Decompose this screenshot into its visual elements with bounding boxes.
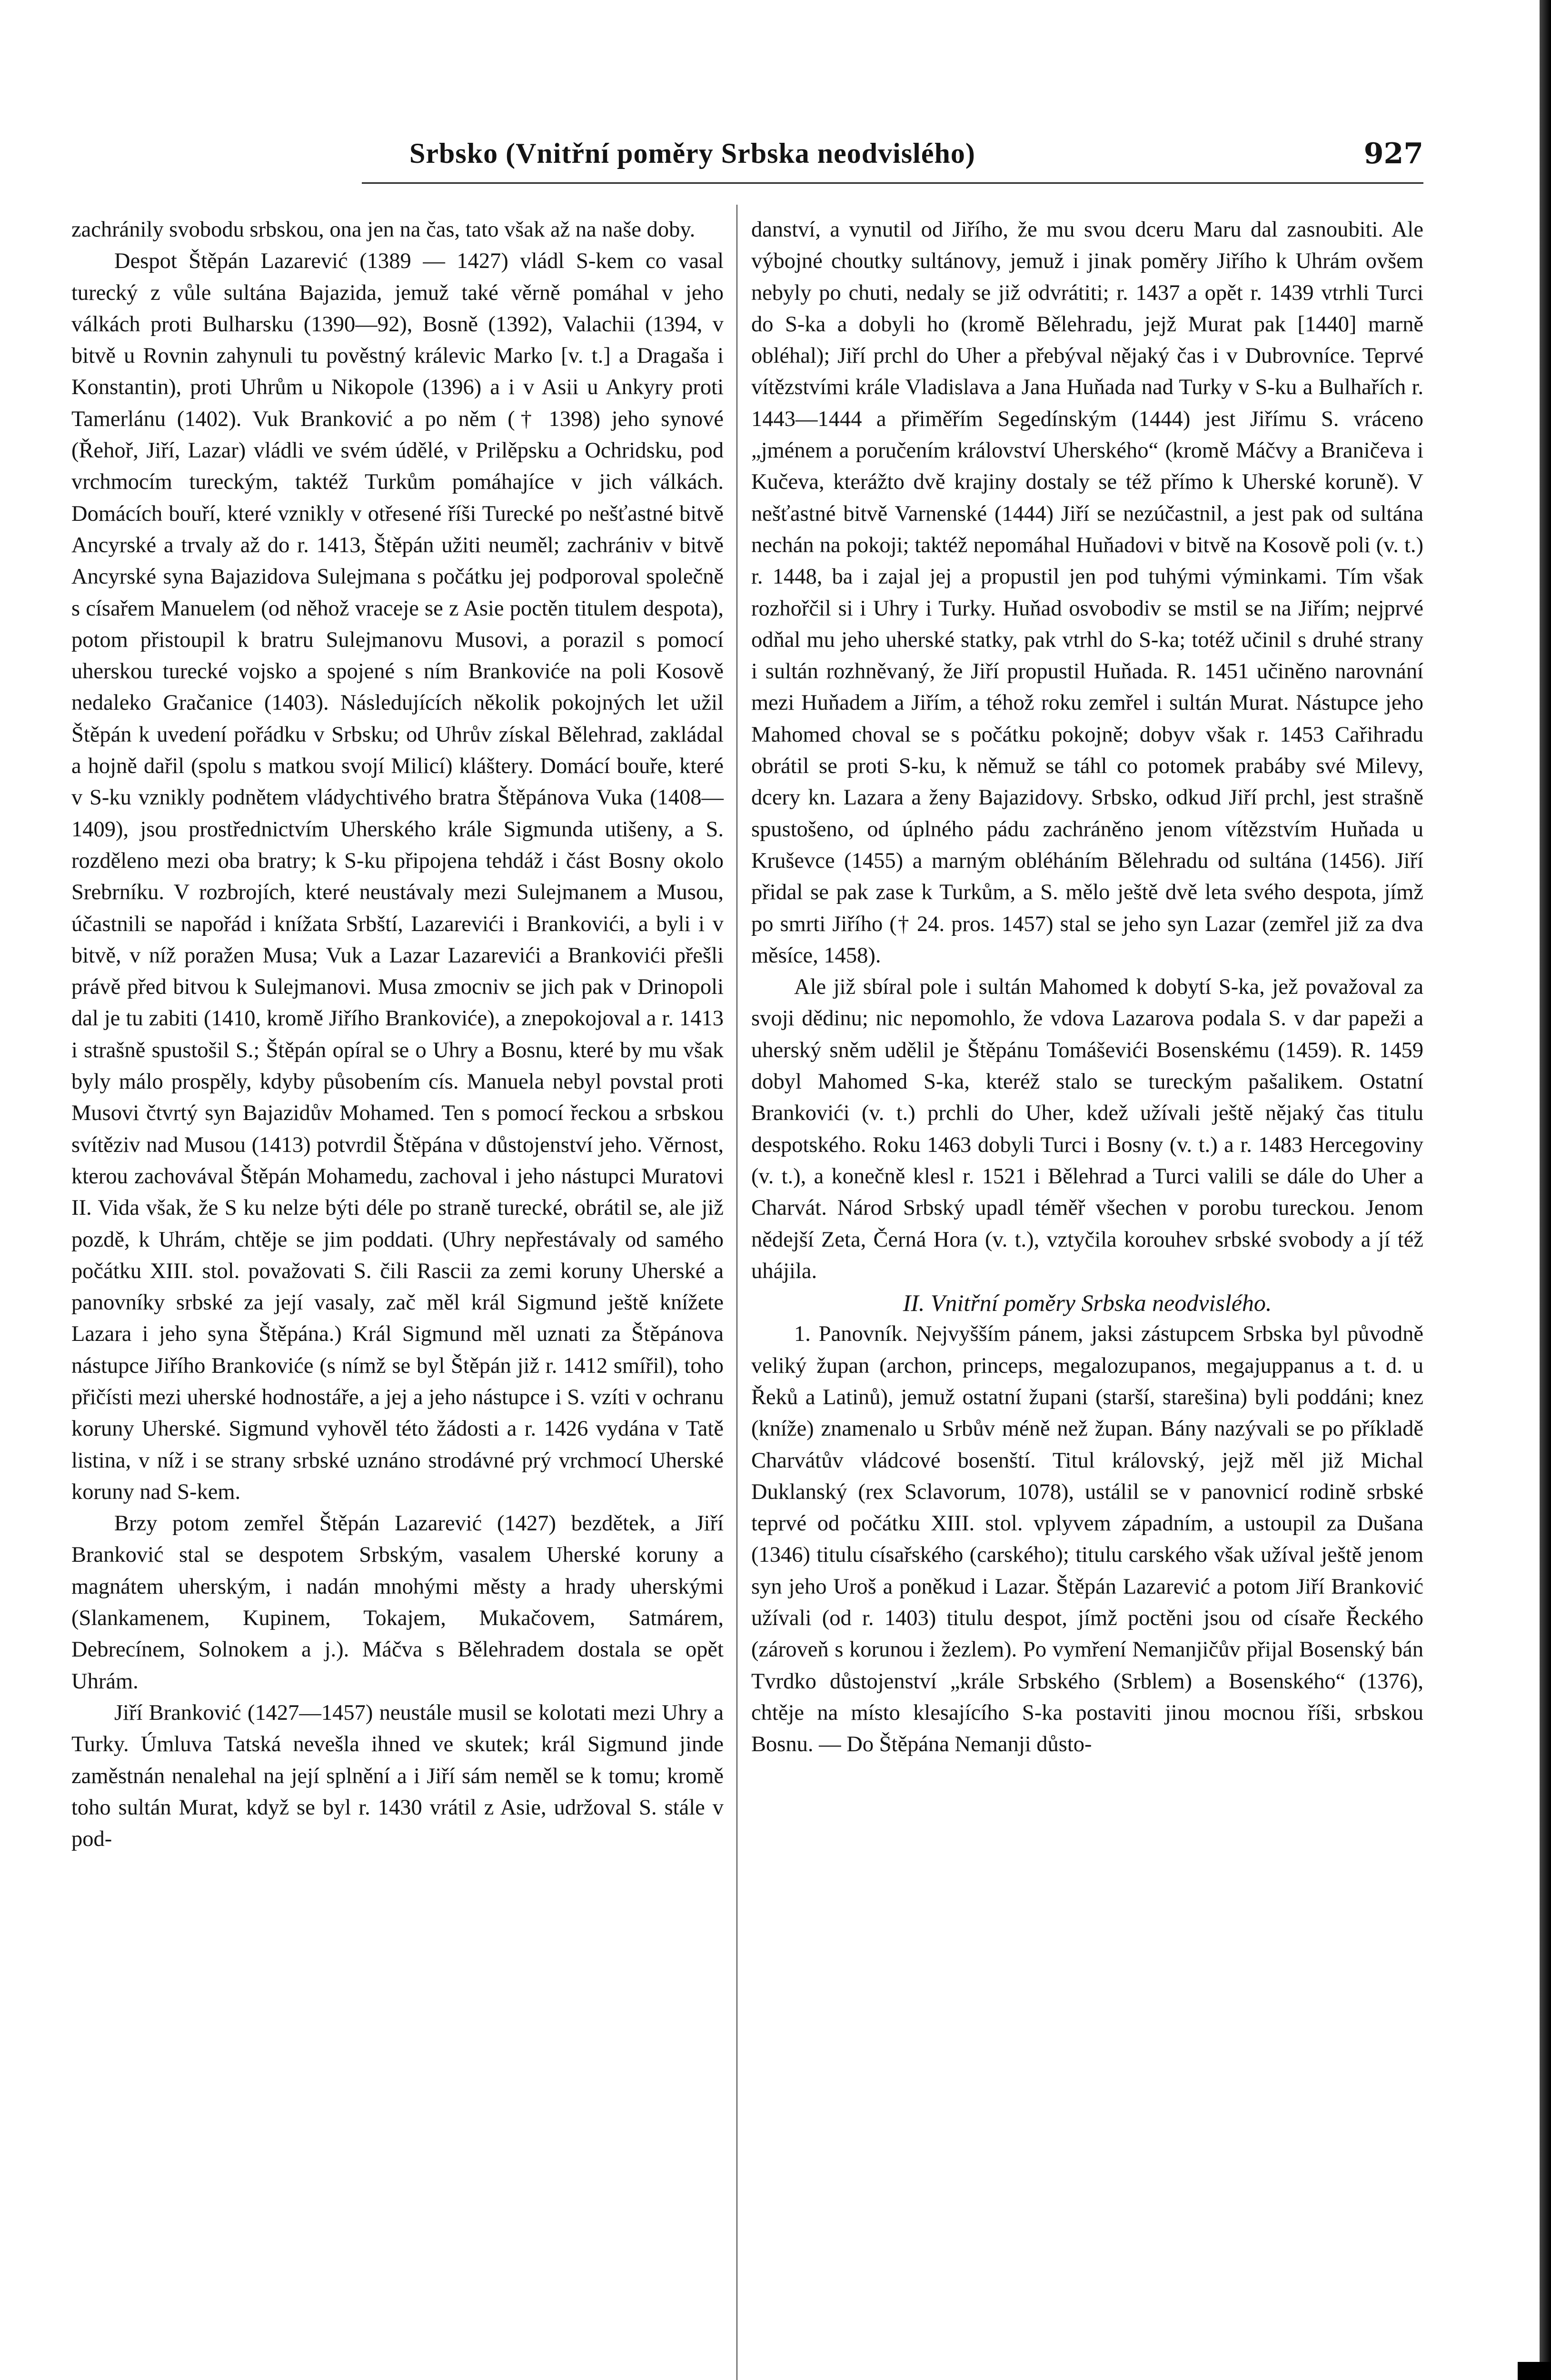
paragraph: danství, a vynutil od Jiřího, že mu svou dceru Maru dal zasnoubiti. Ale výbojné choutky sultánovy, jemuž i jinak poměry Jiřího k Uhrám ovšem nebyly po chuti, nedaly se již odvrátiti; r. 1437 a opět r. 1439 vtrhli Turci do S-ka a dobyli ho (kromě Bělehradu, jejž Murat pak [1440] marně obléhal); Jiří prchl do Uher a přebýval nějaký čas i v Dubrovníce. Teprvé vítězstvími krále Vladislava a Jana Huňada nad Turky v S-ku a Bulhařích r. 1443—1444 a přiměřím Segedínským (1444) jest Jiřímu S. vráceno „jménem a poručením království Uherského“ (kromě Máčvy a Braničeva i Kučeva, kterážto dvě krajiny dostaly se též přímo k Uherské koruně). V nešťastné bitvě Varnenské (1444) Jiří se nezúčastnil, a jest pak od sultána nechán na pokoji; taktéž nepomáhal Huňadovi v bitvě na Kosově poli (v. t.) r. 1448, ba i zajal jej a propustil jen pod tuhými výminkami. Tím však rozhořčil si i Uhry i Turky. Huňad osvobodiv se mstil se na Jiřím; nejprvé odňal mu jeho uherské statky, pak vtrhl do S-ka; totéž učinil s druhé strany i sultán rozhněvaný, že Jiří propustil Huňada. R. 1451 učiněno narovnání mezi Huňadem a Jiřím, a téhož roku zemřel i sultán Murat. Nástupce jeho Mahomed choval se s počátku pokojně; dobyv však r. 1453 Cařihradu obrátil se proti S-ku, k němuž se táhl co potomek prabáby své Milevy, dcery kn. Lazara a ženy Bajazidovy. Srbsko, odkud Jiří prchl, jest strašně spustošeno, od úplného pádu zachráněno jenom vítězstvím Huňada u Kruševce (1455) a marným obléháním Bělehradu od sultána (1456). Jiří přidal se pak zase k Turkům, a S. mělo ještě dvě leta svého despota, jímž po smrti Jiřího († 24. pros. 1457) stal se jeho syn Lazar (zemřel již za dva měsíce, 1458). [751, 218, 1423, 968]
page-header [362, 137, 1423, 189]
section-heading: II. Vnitřní poměry Srbska neodvislého. [903, 1289, 1272, 1317]
paragraph: Brzy potom zemřel Štěpán Lazarević (1427) bezdětek, a Jiří Branković stal se despotem Srbským, vasalem Uherské koruny a magnátem uherským, i nadán mnohými městy a hrady uherskými (Slankamenem, Kupinem, Tokajem, Mukačovem, Satmárem, Debrecínem, Solnokem a j.). Máčva s Bělehradem dostala se opět Uhrám. [71, 1511, 724, 1694]
scan-edge-bottom [1518, 2362, 1551, 2380]
column-divider [736, 205, 737, 2380]
running-title: Srbsko (Vnitřní poměry Srbska neodvislého) [409, 138, 975, 169]
scan-edge [1540, 0, 1551, 2380]
paragraph: Jiří Branković (1427—1457) neustále musil se kolotati mezi Uhry a Turky. Úmluva Tatská nevešla ihned ve skutek; král Sigmund jinde zaměstnán nenalehal na její splnění a i Jiří sám neměl se k tomu; kromě toho sultán Murat, když se byl r. 1430 vrátil z Asie, udržoval S. stále v pod- [71, 1700, 724, 1852]
right-column [751, 214, 1423, 1761]
paragraph: zachránily svobodu srbskou, ona jen na čas, tato však až na naše doby. [71, 218, 696, 242]
header-rule [362, 182, 1423, 184]
paragraph: Despot Štěpán Lazarević (1389 — 1427) vládl S-kem co vasal turecký z vůle sultána Bajazida, jemuž také věrně pomáhal v jeho válkách proti Bulharsku (1390—92), Bosně (1392), Valachii (1394, v bitvě u Rovnin zahynuli tu pověstný králevic Marko [v. t.] a Dragaša i Konstantin), proti Uhrům u Nikopole (1396) a i v Asii u Ankyry proti Tamerlánu (1402). Vuk Branković a po něm († 1398) jeho synové (Řehoř, Jiří, Lazar) vládli ve svém údělé, v Prilěpsku a Ochridsku, pod vrchmocím tureckým, taktéž Turkům pomáhajíce v jich válkách. Domácích bouří, které vznikly v otřesené říši Turecké po nešťastné bitvě Ancyrské a trvaly až do r. 1413, Štěpán užiti neuměl; zachrániv v bitvě Ancyrské syna Bajazidova Sulejmana s počátku jej podporoval společně s císařem Manuelem (od něhož vraceje se z Asie poctěn titulem despota), potom přistoupil k bratru Sulejmanovu Musovi, a porazil s pomocí uherskou turecké vojsko a spojené s ním Brankoviće na poli Kosově nedaleko Gračanice (1403). Následujících několik pokojných let užil Štěpán k uvedení pořádku v Srbsku; od Uhrův získal Bělehrad, zakládal a hojně dařil (spolu s matkou svojí Milicí) kláštery. Domácí bouře, které v S-ku vznikly podnětem vládychtivého bratra Štěpánova Vuka (1408—1409), jsou prostřednictvím Uherského krále Sigmunda utišeny, a S. rozděleno mezi oba bratry; k S-ku připojena tehdáž i část Bosny okolo Srebrníku. V rozbrojích, které neustávaly mezi Sulejmanem a Musou, účastnili se napořád i knížata Srbští, Lazarevići i Brankovići, a byli i v bitvě, v níž poražen Musa; Vuk a Lazar Lazarevići a Brankovići přešli právě před bitvou k Sulejmanovi. Musa zmocniv se jich pak v Drinopoli dal je tu zabiti (1410, kromě Jiřího Brankoviće), a znepokojoval a r. 1413 i strašně spustošil S.; Štěpán opíral se o Uhry a Bosnu, které by mu však byly málo prospěly, kdyby působením cís. Manuela nebyl povstal proti Musovi čtvrtý syn Bajazidův Mohamed. Ten s pomocí řeckou a srbskou svítěziv nad Musou (1413) potvrdil Štěpána v důstojenství jeho. Věrnost, kterou zachovával Štěpán Mohamedu, zachoval i jeho nástupci Muratovi II. Vida však, že S ku nelze býti déle po straně turecké, obrátil se, ale již pozdě, k Uhrám, chtěje se jim poddati. (Uhry nepřestávaly od samého počátku XIII. stol. považovati S. čili Rascii za zemi koruny Uherské a panovníky srbské za její vasaly, zač měl král Sigmund ještě knížete Lazara i jeho syna Štěpána.) Král Sigmund měl uznati za Štěpánova nástupce Jiřího Brankoviće (s nímž se byl Štěpán již r. 1412 smířil), toho přičísti mezi uherské hodnostáře, a jej a jeho nástupce i S. vzíti v ochranu koruny Uherské. Sigmund vyhověl této žádosti a r. 1426 vydána v Tatě listina, v níž i se strany srbské uznáno strodávné prý vrchmocí Uherské koruny nad S-kem. [71, 249, 724, 1504]
paragraph: Ale již sbíral pole i sultán Mahomed k dobytí S-ka, jež považoval za svoji dědinu; nic nepomohlo, že vdova Lazarova podala S. v dar papeži a uherský sněm udělil je Štěpánu Tomáševići Bosenskému (1459). R. 1459 dobyl Mahomed S-ka, kteréž stalo se tureckým pašalikem. Ostatní Brankovići (v. t.) prchli do Uher, kdež užívali ještě nějaký čas titulu despotského. Roku 1463 dobyli Turci i Bosny (v. t.) a r. 1483 Hercegoviny (v. t.), a konečně klesl r. 1521 i Bělehrad a Turci valili se dále do Uher a Charvát. Národ Srbský upadl téměř všechen v porobu tureckou. Jenom nědejší Zeta, Černá Hora (v. t.), vztyčila korouhev srbské svobody a jí též uhájila. [751, 975, 1423, 1283]
left-column [71, 214, 724, 1855]
paragraph: 1. Panovník. Nejvyšším pánem, jaksi zástupcem Srbska byl původně veliký župan (archon, princeps, megalozupanos, megajuppanus a t. d. u Řeků a Latinů), jemuž ostatní župani (starší, starešina) byli poddáni; knez (kníže) znamenalo u Srbův méně než župan. Bány nazývali se po příkladě Charvátův vládcové bosenští. Titul královský, jejž měl již Michal Duklanský (rex Sclavorum, 1078), ustálil se v panovnicí rodině srbské teprvé od počátku XIII. stol. vplyvem západním, a ustoupil za Dušana (1346) titulu císařského (carského); titulu carského však užíval ještě jenom syn jeho Uroš a poněkud i Lazar. Štěpán Lazarević a potom Jiří Branković užívali (od r. 1403) titulu despot, jímž poctěni jsou od císaře Řeckého (zároveň s korunou i žezlem). Po vymření Nemanjičův přijal Bosenský bán Tvrdko důstojenství „krále Srbského (Srblem) a Bosenského“ (1376), chtěje na místo klesajícího S-ka postaviti jinou mocnou říši, srbskou Bosnu. — Do Štěpána Nemanji důsto- [751, 1322, 1423, 1757]
page-number: 927 [1363, 137, 1423, 170]
